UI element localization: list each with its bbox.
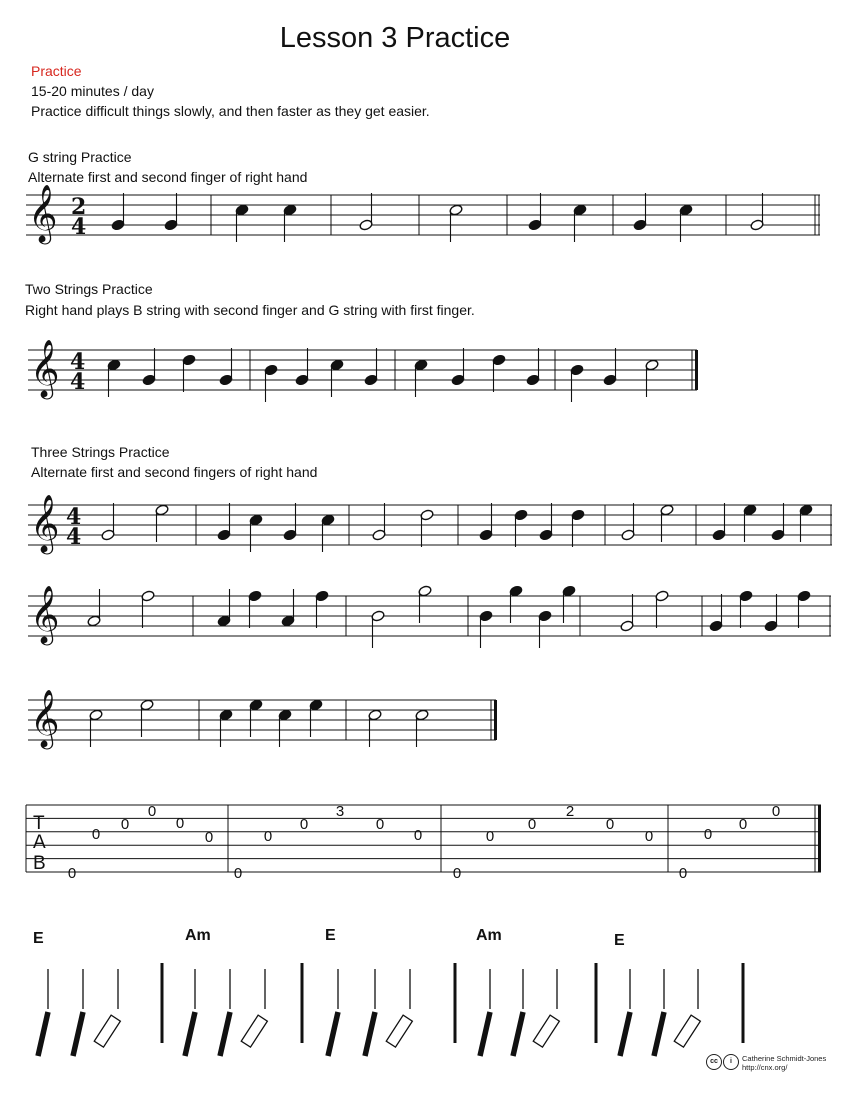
tab-fret-number: 0 <box>147 803 157 820</box>
quarter-note <box>573 204 587 242</box>
slash-head <box>365 1012 375 1056</box>
section-instruction-three-strings: Alternate first and second fingers of right hand <box>31 464 318 480</box>
quarter-note <box>514 509 528 547</box>
quarter-note <box>248 590 262 628</box>
time-signature <box>71 194 86 240</box>
slash-head <box>94 1015 120 1047</box>
time-signature-top: 2 <box>71 194 87 220</box>
quarter-note <box>797 590 811 628</box>
tab-fret-number: 0 <box>771 803 781 820</box>
tab-fret-number: 0 <box>703 826 713 843</box>
section-instruction-g-string: Alternate first and second finger of right hand <box>28 169 308 185</box>
quarter-note <box>283 204 297 242</box>
quarter-note <box>492 354 506 392</box>
time-signature-top: 4 <box>66 504 82 530</box>
chord-label: Am <box>476 927 502 944</box>
quarter-note <box>364 348 378 386</box>
half-note <box>372 503 386 541</box>
guitar-tablature <box>26 803 821 882</box>
tab-fret-number: 0 <box>120 816 130 833</box>
treble-clef-icon: 𝄞 <box>30 689 60 747</box>
half-note <box>359 193 373 231</box>
quarter-note <box>107 359 121 397</box>
quarter-note <box>739 590 753 628</box>
tab-fret-number: 0 <box>67 865 77 882</box>
tab-clef-letter: T <box>33 813 45 834</box>
footer-url: http://cnx.org/ <box>742 1063 788 1072</box>
half-note <box>620 594 634 632</box>
tab-final-bar-thick <box>818 805 821 872</box>
treble-clef-icon: 𝄞 <box>30 585 60 643</box>
tab-fret-number: 0 <box>263 828 273 845</box>
filled-slash-note <box>73 969 83 1056</box>
rhythm-bar-line <box>454 963 457 1043</box>
section-title-g-string: G string Practice <box>28 149 132 165</box>
half-note <box>660 504 674 542</box>
time-signature-top: 4 <box>70 349 86 375</box>
practice-tip: Practice difficult things slowly, and then faster as they get easier. <box>31 103 430 119</box>
hollow-slash-note <box>674 969 700 1047</box>
quarter-note <box>249 699 263 737</box>
quarter-note <box>264 364 278 402</box>
time-signature <box>70 349 85 395</box>
half-note <box>750 193 764 231</box>
slash-head <box>220 1012 230 1056</box>
creative-commons-icon: cc <box>706 1054 722 1070</box>
quarter-note <box>562 585 576 623</box>
quarter-note <box>217 503 231 541</box>
quarter-note <box>309 699 323 737</box>
chord-label: E <box>614 932 625 949</box>
quarter-note <box>321 514 335 552</box>
tab-fret-number: 0 <box>233 865 243 882</box>
half-note <box>155 504 169 542</box>
treble-clef-icon: 𝄞 <box>28 184 58 242</box>
treble-clef-icon: 𝄞 <box>30 339 60 397</box>
quarter-note <box>164 193 178 231</box>
tab-clef-letter: B <box>33 853 46 874</box>
quarter-note <box>603 348 617 386</box>
tab-fret-number: 0 <box>375 816 385 833</box>
strum-rhythm <box>38 963 745 1056</box>
quarter-note <box>712 503 726 541</box>
time-signature-bottom: 4 <box>66 524 82 550</box>
final-bar-thick <box>494 700 497 740</box>
quarter-note <box>771 503 785 541</box>
quarter-note <box>633 193 647 231</box>
filled-slash-note <box>654 969 664 1056</box>
filled-slash-note <box>185 969 195 1056</box>
practice-time: 15-20 minutes / day <box>31 83 154 99</box>
staff-g-string <box>26 184 820 245</box>
rhythm-bar-line <box>161 963 164 1043</box>
quarter-note <box>235 204 249 242</box>
slash-head <box>533 1015 559 1047</box>
half-note <box>87 589 101 627</box>
quarter-note <box>278 709 292 747</box>
rhythm-bar-line <box>742 963 745 1043</box>
tab-fret-number: 0 <box>204 829 214 846</box>
filled-slash-note <box>38 969 48 1056</box>
quarter-note <box>182 354 196 392</box>
filled-slash-note <box>620 969 630 1056</box>
section-title-two-strings: Two Strings Practice <box>25 281 153 297</box>
tab-fret-number: 0 <box>527 816 537 833</box>
slash-head <box>654 1012 664 1056</box>
rhythm-bar-line <box>301 963 304 1043</box>
page-title: Lesson 3 Practice <box>279 22 511 54</box>
slash-head <box>38 1012 48 1056</box>
slash-head <box>620 1012 630 1056</box>
tab-fret-number: 2 <box>565 803 575 820</box>
quarter-note <box>111 193 125 231</box>
quarter-note <box>219 709 233 747</box>
quarter-note <box>479 610 493 648</box>
quarter-note <box>799 504 813 542</box>
half-note <box>101 503 115 541</box>
tab-fret-number: 0 <box>175 815 185 832</box>
attribution-icon: i <box>723 1054 739 1070</box>
quarter-note <box>295 348 309 386</box>
staff-two-strings <box>28 339 698 400</box>
slash-head <box>386 1015 412 1047</box>
rhythm-bar-line <box>595 963 598 1043</box>
tab-fret-number: 0 <box>299 816 309 833</box>
quarter-note <box>451 348 465 386</box>
quarter-note <box>217 589 231 627</box>
slash-head <box>241 1015 267 1047</box>
slash-head <box>328 1012 338 1056</box>
quarter-note <box>526 348 540 386</box>
practice-heading: Practice <box>31 63 82 79</box>
half-note <box>655 590 669 628</box>
quarter-note <box>538 610 552 648</box>
hollow-slash-note <box>386 969 412 1047</box>
tab-fret-number: 0 <box>678 865 688 882</box>
quarter-note <box>414 359 428 397</box>
quarter-note <box>142 348 156 386</box>
quarter-note <box>249 514 263 552</box>
half-note <box>420 509 434 547</box>
quarter-note <box>479 503 493 541</box>
tab-fret-number: 0 <box>452 865 462 882</box>
half-note <box>371 610 385 648</box>
quarter-note <box>570 364 584 402</box>
slash-head <box>674 1015 700 1047</box>
quarter-note <box>509 585 523 623</box>
half-note <box>449 204 463 242</box>
time-signature <box>66 504 81 550</box>
chord-label: E <box>33 930 44 947</box>
quarter-note <box>539 503 553 541</box>
half-note <box>415 709 429 747</box>
chord-label: Am <box>185 927 211 944</box>
slash-head <box>513 1012 523 1056</box>
hollow-slash-note <box>94 969 120 1047</box>
quarter-note <box>219 348 233 386</box>
half-note <box>89 709 103 747</box>
filled-slash-note <box>220 969 230 1056</box>
section-title-three-strings: Three Strings Practice <box>31 444 170 460</box>
time-signature-bottom: 4 <box>70 369 86 395</box>
tab-fret-number: 0 <box>91 826 101 843</box>
hollow-slash-note <box>241 969 267 1047</box>
quarter-note <box>764 594 778 632</box>
quarter-note <box>315 590 329 628</box>
half-note <box>418 585 432 623</box>
filled-slash-note <box>480 969 490 1056</box>
quarter-note <box>679 204 693 242</box>
filled-slash-note <box>328 969 338 1056</box>
section-instruction-two-strings: Right hand plays B string with second finger and G string with first finger. <box>25 302 475 318</box>
tab-fret-number: 3 <box>335 803 345 820</box>
half-note <box>141 590 155 628</box>
quarter-note <box>330 359 344 397</box>
slash-head <box>185 1012 195 1056</box>
final-bar-thick <box>695 350 698 390</box>
slash-head <box>73 1012 83 1056</box>
filled-slash-note <box>513 969 523 1056</box>
license-footer <box>706 1054 826 1072</box>
quarter-note <box>709 594 723 632</box>
tab-fret-number: 0 <box>413 827 423 844</box>
quarter-note <box>281 589 295 627</box>
quarter-note <box>528 193 542 231</box>
quarter-note <box>571 509 585 547</box>
footer-author: Catherine Schmidt-Jones <box>742 1054 827 1063</box>
half-note <box>368 709 382 747</box>
staff-three-strings-3 <box>28 689 497 750</box>
half-note <box>140 699 154 737</box>
slash-head <box>480 1012 490 1056</box>
tab-clef-letter: A <box>33 832 46 853</box>
time-signature-bottom: 4 <box>71 214 87 240</box>
tab-fret-number: 0 <box>644 828 654 845</box>
treble-clef-icon: 𝄞 <box>30 494 60 552</box>
half-note <box>621 503 635 541</box>
chord-label: E <box>325 927 336 944</box>
quarter-note <box>743 504 757 542</box>
tab-fret-number: 0 <box>738 816 748 833</box>
hollow-slash-note <box>533 969 559 1047</box>
staff-three-strings-1 <box>28 494 832 555</box>
filled-slash-note <box>365 969 375 1056</box>
quarter-note <box>283 503 297 541</box>
tab-fret-number: 0 <box>485 828 495 845</box>
tab-fret-number: 0 <box>605 816 615 833</box>
half-note <box>645 359 659 397</box>
